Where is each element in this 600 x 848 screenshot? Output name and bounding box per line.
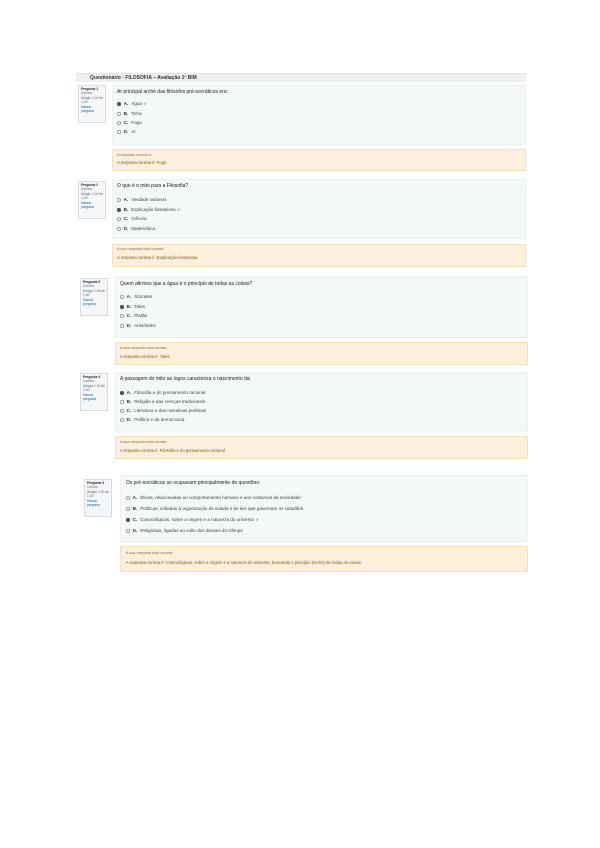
radio-button[interactable] — [117, 208, 121, 212]
radio-button[interactable] — [117, 130, 121, 134]
feedback-title: A sua resposta está correta. — [120, 346, 168, 350]
radio-button[interactable] — [120, 391, 124, 395]
radio-button[interactable] — [120, 400, 124, 404]
question-mark: Atingiu 1,00 de 1,00 — [81, 191, 103, 201]
question-text: Quem afirmou que a água é o princípio de todas as coisas? — [120, 281, 253, 287]
question-number: Pergunta 4 — [83, 375, 101, 379]
feedback-text: A resposta correta é: Cosmológicas, sobre a origem e a natureza do universo, buscando o princípio (arché) de todas as coisas — [126, 560, 361, 565]
answer-option-c[interactable]: C. Fogo — [117, 120, 142, 126]
feedback-title: A resposta correta é: — [117, 153, 153, 157]
radio-button[interactable] — [117, 121, 121, 125]
radio-button[interactable] — [126, 496, 130, 500]
question-state: Correto — [81, 91, 92, 96]
radio-button[interactable] — [120, 324, 124, 328]
feedback-box — [120, 546, 528, 572]
radio-button[interactable] — [117, 102, 121, 106]
answer-option-c[interactable]: C. Literatura e das narrativas poéticas — [120, 408, 206, 414]
answer-option-d[interactable]: D. Religiosas, ligadas ao culto dos deuses do Olimpo — [126, 528, 243, 534]
question-text: Ar principal arché das filósofos pré-socráticos era: — [117, 89, 228, 95]
radio-button[interactable] — [120, 295, 124, 299]
question-text: Os pré-socráticos se ocupavam principalmente de questões: — [126, 480, 261, 486]
answer-option-c[interactable]: C. Platão — [120, 313, 147, 319]
answer-option-b[interactable]: B. Tales — [120, 304, 145, 310]
flag-question-link[interactable]: Marcar pergunta — [81, 200, 95, 210]
feedback-title: A sua resposta está correta. — [117, 247, 165, 251]
quiz-header-text: Questionário · FILOSOFIA – Avaliação 1º BIM — [90, 75, 197, 81]
question-text: A passagem do mito ao logos caracteriza o nascimento da: — [120, 376, 251, 382]
answer-option-c[interactable]: C. Cosmológicas, sobre a origem e a natureza do universo ✓ — [126, 517, 259, 523]
answer-option-a[interactable]: A. Verdade racional — [117, 197, 166, 203]
answer-option-a[interactable]: A. Sócrates — [120, 294, 152, 300]
question-mark: Atingiu 1,00 de 1,00 — [83, 288, 105, 298]
question-info — [80, 373, 108, 411]
answer-option-a[interactable]: A. Éticas, relacionadas ao comportamento humano e aos costumes da sociedade — [126, 495, 301, 501]
answer-option-b[interactable]: B. Terra — [117, 111, 142, 117]
feedback-box — [112, 149, 526, 171]
flag-question-link[interactable]: Marcar pergunta — [87, 498, 101, 508]
answer-option-d[interactable]: D. Matemática — [117, 226, 155, 232]
answer-option-b[interactable]: B. Políticas, voltadas à organização da cidade e às leis que governam os cidadãos — [126, 506, 303, 512]
radio-button[interactable] — [126, 518, 130, 522]
answer-option-d[interactable]: D. Ar — [117, 129, 136, 135]
question-number: Pergunta 1 — [81, 87, 99, 91]
question-info — [78, 181, 106, 219]
answer-option-a[interactable]: A. Água ✓ — [117, 101, 147, 107]
answer-option-b[interactable]: B. Explicação fantasiosa ✓ — [117, 207, 181, 213]
answer-option-d[interactable]: D. Política e da democracia — [120, 417, 185, 423]
question-mark: Atingiu 1,00 de 1,00 — [87, 489, 109, 499]
question-mark: Atingiu 1,00 de 1,00 — [81, 95, 103, 105]
radio-button[interactable] — [117, 198, 121, 202]
answer-option-d[interactable]: D. Aristóteles — [120, 323, 156, 329]
question-state: Correto — [87, 485, 98, 490]
question-state: Correto — [81, 187, 92, 192]
radio-button[interactable] — [120, 418, 124, 422]
question-state: Correto — [83, 379, 94, 384]
feedback-text: A resposta correta é: Fogo — [117, 160, 167, 165]
answer-option-c[interactable]: C. Ciência — [117, 216, 147, 222]
feedback-title: A sua resposta está correta. — [126, 551, 174, 555]
question-info — [84, 479, 112, 517]
radio-button[interactable] — [117, 112, 121, 116]
radio-button[interactable] — [126, 507, 130, 511]
question-number: Pergunta 5 — [87, 481, 105, 485]
flag-question-link[interactable]: Marcar pergunta — [83, 392, 97, 402]
question-number: Pergunta 2 — [81, 183, 99, 187]
question-info — [78, 85, 106, 123]
radio-button[interactable] — [117, 227, 121, 231]
question-mark: Atingiu 1,00 de 1,00 — [83, 383, 105, 393]
quiz-header-bar — [76, 73, 526, 82]
radio-button[interactable] — [126, 529, 130, 533]
feedback-text: A resposta correta é: Explicação fantasiosa — [117, 255, 198, 260]
feedback-text: A resposta correta é: Filosofia e do pensamento racional — [120, 448, 225, 453]
answer-option-b[interactable]: B. Religião e das crenças tradicionais — [120, 399, 205, 405]
flag-question-link[interactable]: Marcar pergunta — [81, 104, 95, 114]
question-text: O que é o mito para a Filosofia? — [117, 183, 189, 189]
question-number: Pergunta 3 — [83, 280, 101, 284]
radio-button[interactable] — [120, 409, 124, 413]
feedback-title: A sua resposta está correta. — [120, 440, 168, 444]
feedback-box — [115, 342, 528, 365]
answer-option-a[interactable]: A. Filosofia e do pensamento racional — [120, 390, 205, 396]
question-state: Correto — [83, 284, 94, 289]
radio-button[interactable] — [120, 305, 124, 309]
radio-button[interactable] — [120, 314, 124, 318]
flag-question-link[interactable]: Marcar pergunta — [83, 297, 97, 307]
feedback-text: A resposta correta é: Tales — [120, 354, 170, 359]
radio-button[interactable] — [117, 217, 121, 221]
question-info — [80, 278, 108, 316]
